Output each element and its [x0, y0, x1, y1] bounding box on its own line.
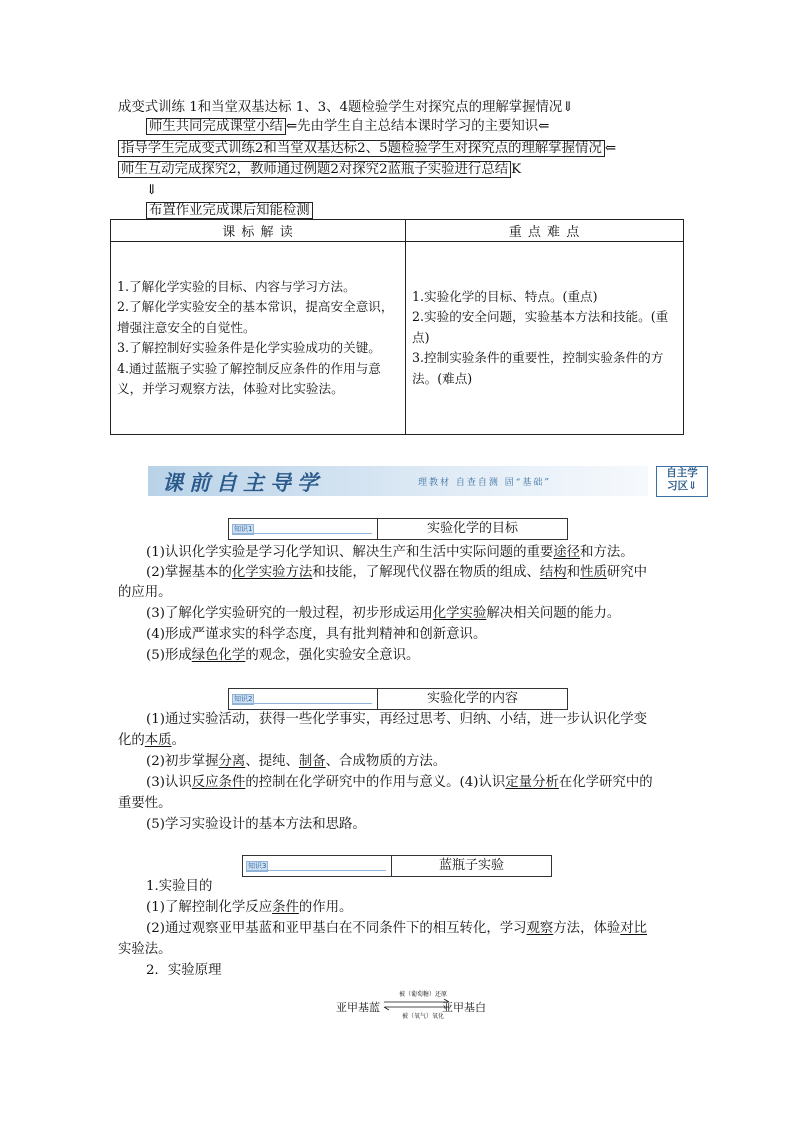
banner-badge-line1: 自主学 — [666, 467, 698, 479]
outline-col2-item: 1.实验化学的目标、特点。(重点) — [412, 288, 598, 304]
section3-title: 蓝瓶子实验 — [438, 858, 504, 873]
section2-header — [228, 688, 568, 710]
banner-badge — [656, 466, 708, 497]
section2-tag-area — [229, 689, 378, 709]
section1-tag-area — [229, 519, 378, 539]
section3-tag: 知识3 — [248, 862, 267, 870]
flow-box-interact: 师生互动完成探究2，教师通过例题2对探究2蓝瓶子实验进行总结 — [118, 161, 511, 178]
section1-header — [228, 518, 568, 540]
outline-col1-item: 1.了解化学实验的目标、内容与学习方法。 — [117, 278, 356, 294]
banner-subtitle: 理教材 自查自测 固“基础” — [418, 478, 551, 488]
banner-badge-line2: 习区⇓ — [667, 480, 697, 492]
flow-line-2 — [146, 117, 549, 137]
section1-tag: 知识1 — [234, 525, 253, 533]
flow-box-guide: 指导学生完成变式训练2和当堂双基达标2、5题检验学生对探究点的理解掌握情况 — [118, 140, 605, 157]
section2-title: 实验化学的内容 — [426, 691, 518, 706]
outline-col1-item: 3.了解控制好实验条件是化学实验成功的关键。 — [117, 340, 381, 355]
section2-p1: (1)通过实验活动，获得一些化学事实，再经过思考、归纳、小结，进一步认识化学变 — [146, 712, 648, 727]
section3-heading-principle: 2．实验原理 — [146, 963, 222, 978]
section2-p3-cont: 重要性。 — [118, 796, 172, 811]
flow-line-5 — [146, 201, 313, 221]
section3-tag-area — [243, 856, 392, 876]
equation-left: 亚甲基蓝 — [336, 1001, 380, 1014]
flow-line-2-tail: ⇐先由学生自主总结本课时学习的主要知识⇐ — [285, 119, 550, 134]
section3-p1: (1)了解控制化学反应条件的作用。 — [146, 900, 353, 915]
section3-tag-line — [246, 870, 386, 871]
outline-col2-cell — [406, 242, 684, 435]
flow-down-arrow: ⇓ — [146, 183, 158, 198]
flow-line-4-tail: K — [511, 162, 522, 177]
section3-p2: (2)通过观察亚甲基蓝和亚甲基白在不同条件下的相互转化，学习观察方法，体验对比 — [146, 921, 648, 936]
outline-col1-item: 4.通过蓝瓶子实验了解控制反应条件的作用与意义，并学习观察方法，体验对比实验法。 — [117, 360, 381, 396]
section2-tag-line — [232, 703, 372, 704]
section3-header — [242, 855, 552, 877]
outline-table — [110, 219, 684, 435]
section3-heading-purpose: 1.实验目的 — [146, 879, 213, 894]
equation-bottom-label: 被（氧气）氧化 — [402, 1013, 445, 1020]
section1-p5: (5)形成绿色化学的观念，强化实验安全意识。 — [146, 648, 420, 663]
section2-p1-cont: 化的本质。 — [118, 733, 185, 748]
section2-p2: (2)初步掌握分离、提纯、制备、合成物质的方法。 — [146, 754, 447, 769]
flow-line-4 — [118, 160, 521, 180]
flow-box-summary: 师生共同完成课堂小结 — [146, 118, 286, 135]
section3-p2-cont: 实验法。 — [118, 942, 172, 957]
self-study-banner — [148, 466, 708, 496]
section2-p3: (3)认识反应条件的控制在化学研究中的作用与意义。(4)认识定量分析在化学研究中的 — [146, 775, 653, 790]
section1-p2: (2)掌握基本的化学实验方法和技能，了解现代仪器在物质的组成、结构和性质研究中 — [146, 565, 648, 580]
section1-p3: (3)了解化学实验研究的一般过程，初步形成运用化学实验解决相关问题的能力。 — [146, 606, 621, 621]
banner-title: 课前自主导学 — [162, 470, 324, 495]
outline-col1-item: 2.了解化学实验安全的基本常识，提高安全意识，增强注意安全的自觉性。 — [117, 299, 394, 335]
outline-col1-header: 课 标 解 读 — [111, 220, 406, 242]
outline-col1-cell — [111, 242, 406, 435]
flow-line-3 — [118, 139, 616, 159]
section1-p4: (4)形成严谨求实的科学态度，具有批判精神和创新意识。 — [146, 627, 487, 642]
outline-col2-header: 重 点 难 点 — [406, 220, 684, 242]
section1-p2-cont: 的应用。 — [118, 585, 172, 600]
outline-col2-item: 2.实验的安全问题，实验基本方法和技能。(重点) — [412, 309, 669, 345]
section2-p5: (5)学习实验设计的基本方法和思路。 — [146, 817, 366, 832]
equation-top-label: 被（葡萄糖）还原 — [399, 991, 448, 998]
outline-col2-item: 3.控制实验条件的重要性，控制实验条件的方法。(难点) — [412, 350, 664, 386]
section1-p1: (1)认识化学实验是学习化学知识、解决生产和生活中实际问题的重要途径和方法。 — [146, 545, 634, 560]
flow-line-1: 成变式训练 1和当堂双基达标 1、3、4题检验学生对探究点的理解掌握情况⇓ — [118, 100, 574, 115]
flow-box-homework: 布置作业完成课后知能检测 — [146, 202, 313, 219]
equation-right: 亚甲基白 — [442, 1001, 486, 1014]
section2-tag: 知识2 — [234, 695, 253, 703]
reaction-equation — [336, 991, 486, 1021]
section1-title: 实验化学的目标 — [426, 521, 518, 536]
flow-line-3-tail: ⇐ — [604, 141, 617, 156]
section1-tag-line — [232, 533, 372, 534]
